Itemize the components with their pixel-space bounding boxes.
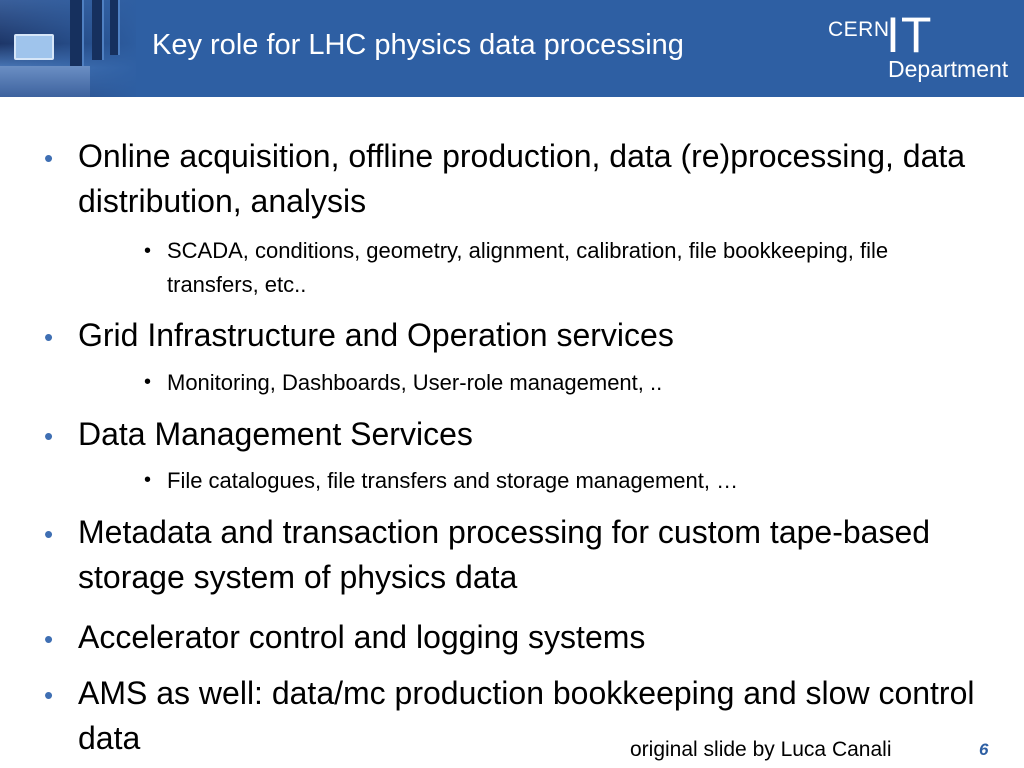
logo-department-text: Department bbox=[888, 56, 1009, 82]
page-number: 6 bbox=[979, 740, 989, 759]
sub-bullet-icon: • bbox=[144, 371, 152, 393]
footer-credit: original slide by Luca Canali bbox=[630, 738, 892, 761]
bullet-item-2: Grid Infrastructure and Operation services bbox=[78, 317, 674, 353]
slide-title: Key role for LHC physics data processing bbox=[152, 29, 684, 61]
sub-bullet-icon: • bbox=[144, 469, 152, 491]
bullet-item-1: Online acquisition, offline production, data (re)processing, data distribution, analysis bbox=[78, 138, 966, 219]
bullet-icon: • bbox=[44, 421, 54, 451]
bullet-item-5: Accelerator control and logging systems bbox=[78, 619, 646, 655]
logo-it-text: IT bbox=[886, 7, 933, 63]
sub-bullet-icon: • bbox=[144, 240, 152, 262]
bullet-item-3: Data Management Services bbox=[78, 416, 473, 452]
bullet-icon: • bbox=[44, 624, 54, 654]
bullet-icon: • bbox=[44, 322, 54, 352]
sub-bullet-item-1-1: SCADA, conditions, geometry, alignment, calibration, file bookkeeping, file transfers, etc.. bbox=[167, 238, 889, 297]
bullet-item-6: AMS as well: data/mc production bookkeeping and slow control data bbox=[78, 675, 975, 756]
bullet-icon: • bbox=[44, 143, 54, 173]
bullet-icon: • bbox=[44, 519, 54, 549]
bullet-icon: • bbox=[44, 680, 54, 710]
logo-cern-text: CERN bbox=[828, 18, 890, 41]
sub-bullet-item-2-1: Monitoring, Dashboards, User-role management, .. bbox=[167, 370, 663, 395]
bullet-item-4: Metadata and transaction processing for custom tape-based storage system of physics data bbox=[78, 514, 931, 595]
sub-bullet-item-3-1: File catalogues, file transfers and storage management, … bbox=[167, 468, 739, 493]
